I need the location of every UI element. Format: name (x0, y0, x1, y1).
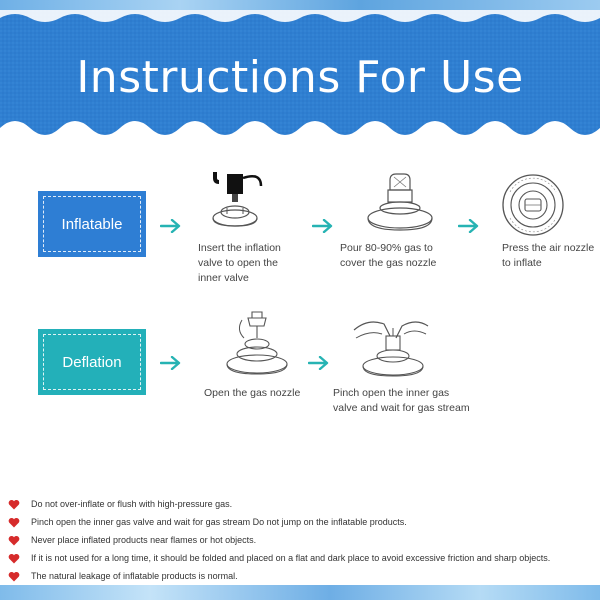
list-item: The natural leakage of inflatable products is normal. (8, 567, 600, 585)
inflation-step-1-caption: Insert the inflation valve to open the inner valve (198, 242, 281, 284)
gas-nozzle-icon (360, 172, 440, 238)
deflation-label: Deflation (62, 353, 122, 371)
heart-icon (8, 535, 20, 546)
heart-icon (8, 517, 20, 528)
arrow-right-icon (308, 356, 330, 370)
safety-notes-list (8, 495, 600, 585)
arrow-right-icon (160, 356, 182, 370)
arrow-right-icon (160, 219, 182, 233)
pinch-valve-icon (350, 316, 432, 382)
inflation-step-2-caption: Pour 80-90% gas to cover the gas nozzle (340, 242, 437, 269)
deflation-step-2-caption: Pinch open the inner gas valve and wait for gas stream (333, 387, 470, 414)
list-item: Never place inflated products near flames or hot objects. (8, 531, 600, 549)
deflation-label-box (38, 329, 146, 395)
heart-icon (8, 553, 20, 564)
arrow-right-icon (458, 219, 480, 233)
list-item: Pinch open the inner gas valve and wait for gas stream Do not jump on the inflatable products. (8, 513, 600, 531)
open-gas-nozzle-icon (222, 308, 292, 380)
inflatable-label-box (38, 191, 146, 257)
list-item: If it is not used for a long time, it should be folded and placed on a flat and dark place to avoid excessive friction and sharp objects. (8, 549, 600, 567)
deflation-step-1-caption: Open the gas nozzle (204, 387, 301, 399)
heart-icon (8, 571, 20, 582)
heart-icon (8, 499, 20, 510)
list-item: Do not over-inflate or flush with high-pressure gas. (8, 495, 600, 513)
water-texture-bottom (0, 585, 600, 600)
page-title: Instructions For Use (76, 52, 524, 103)
inflatable-label: Inflatable (61, 215, 123, 233)
arrow-right-icon (312, 219, 334, 233)
air-nozzle-top-view-icon (500, 172, 566, 238)
inflation-step-3-caption: Press the air nozzle to inflate (502, 242, 595, 269)
pump-valve-insert-icon (205, 168, 275, 238)
